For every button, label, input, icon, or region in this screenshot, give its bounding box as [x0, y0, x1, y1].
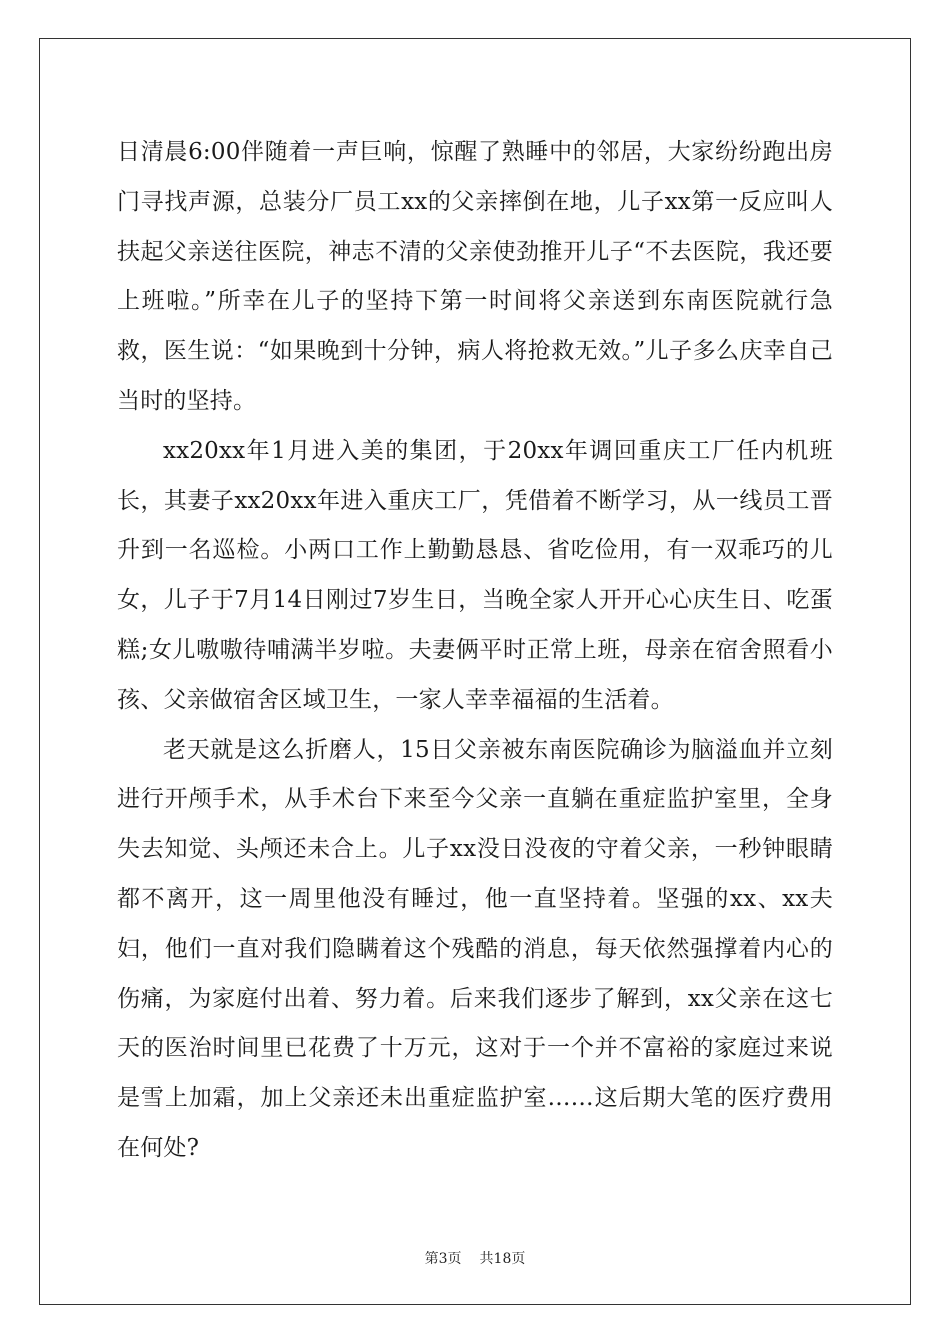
page-number: 第3页: [424, 1251, 462, 1267]
paragraph-1: 日清晨6:00伴随着一声巨响，惊醒了熟睡中的邻居，大家纷纷跑出房门寻找声源，总装分厂员工xx的父亲摔倒在地，儿子xx第一反应叫人扶起父亲送往医院，神志不清的父亲使劲推开儿子“不去医院，我还要上班啦。”所幸在儿子的坚持下第一时间将父亲送到东南医院就行急救，医生说：“如果晚到十分钟，病人将抢救无效。”儿子多么庆幸自己当时的坚持。: [117, 139, 833, 414]
paragraph-3: 老天就是这么折磨人，15日父亲被东南医院确诊为脑溢血并立刻进行开颅手术，从手术台下来至今父亲一直躺在重症监护室里，全身失去知觉、头颅还未合上。儿子xx没日没夜的守着父亲，一秒钟眼睛都不离开，这一周里他没有睡过，他一直坚持着。坚强的xx、xx夫妇，他们一直对我们隐瞒着这个残酷的消息，每天依然强撑着内心的伤痛，为家庭付出着、努力着。后来我们逐步了解到，xx父亲在这七天的医治时间里已花费了十万元，这对于一个并不富裕的家庭过来说是雪上加霜，加上父亲还未出重症监护室……这后期大笔的医疗费用在何处?: [117, 736, 833, 1161]
paragraph-2: xx20xx年1月进入美的集团，于20xx年调回重庆工厂任内机班长，其妻子xx20xx年进入重庆工厂，凭借着不断学习，从一线员工晋升到一名巡检。小两口工作上勤勤恳恳、省吃俭用，有一双乖巧的儿女，儿子于7月14日刚过7岁生日，当晚全家人开开心心庆生日、吃蛋糕;女儿嗷嗷待哺满半岁啦。夫妻俩平时正常上班，母亲在宿舍照看小孩、父亲做宿舍区域卫生，一家人幸幸福福的生活着。: [117, 437, 833, 713]
page-footer: [0, 1248, 950, 1268]
total-pages: 共18页: [479, 1251, 526, 1267]
document-body: [117, 128, 833, 1174]
